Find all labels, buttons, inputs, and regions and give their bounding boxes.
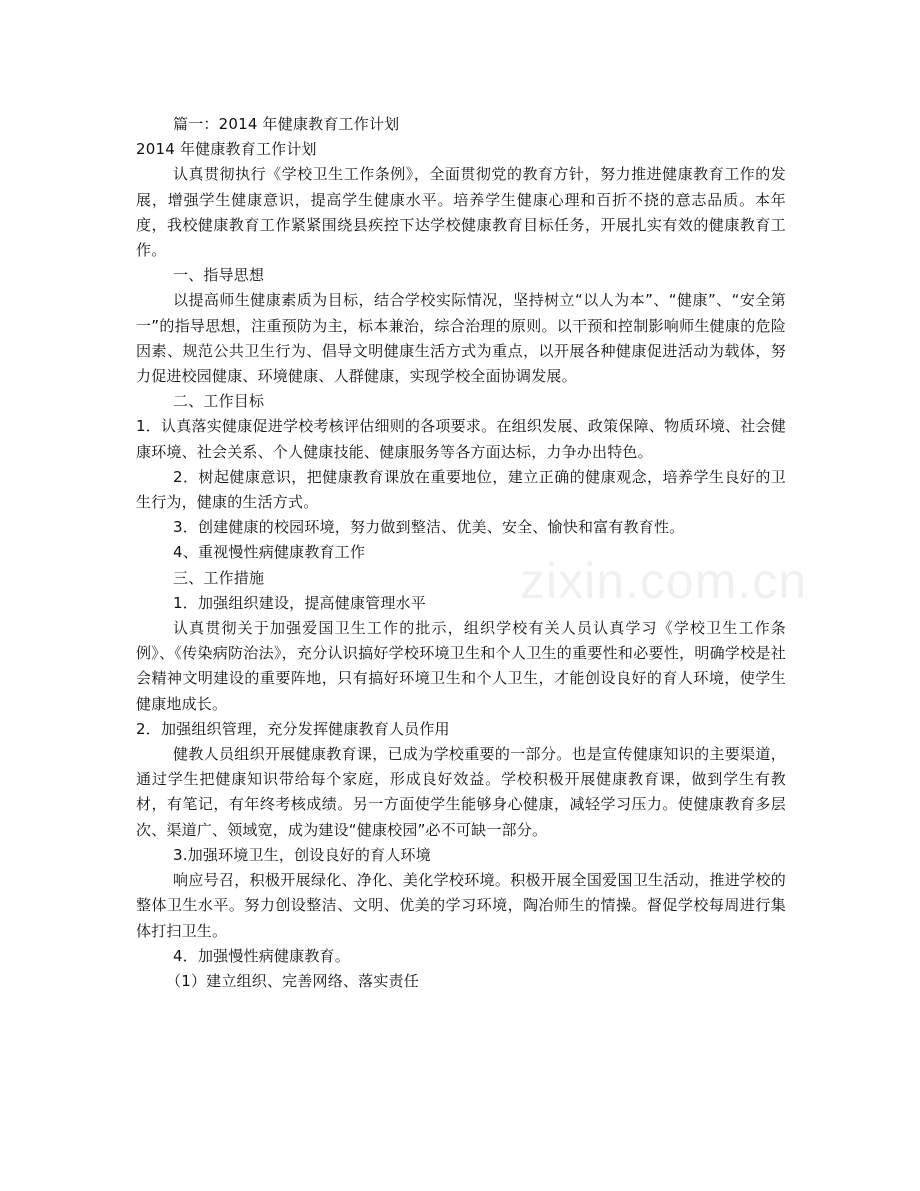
measure-2-body: 健教人员组织开展健康教育课，已成为学校重要的一部分。也是宣传健康知识的主要渠道，通过学生把健康知识带给每个家庭，形成良好效益。学校积极开展健康教育课，做到学生有教材，有笔记，有年终考核成绩。另一方面使学生能够身心健康，减轻学习压力。使健康教育多层次、渠道广、领域宽，成为建设“健康校园”必不可缺一部分。 [136,745,786,839]
section-1-title: 一、指导思想 [173,266,265,285]
section-2-title: 二、工作目标 [173,392,265,411]
document-subtitle: 2014 年健康教育工作计划 [136,140,317,159]
goal-3: 3．创建健康的校园环境，努力做到整洁、优美、安全、愉快和富有教育性。 [173,518,685,537]
measure-1-body: 认真贯彻关于加强爱国卫生工作的批示，组织学校有关人员认真学习《学校卫生工作条例》、《传染病防治法》，充分认识搞好学校环境卫生和个人卫生的重要性和必要性，明确学校是社会精神文明建设的重要阵地，只有搞好环境卫生和个人卫生，才能创设良好的育人环境，使学生健康地成长。 [136,619,786,713]
document-heading: 篇一：2014 年健康教育工作计划 [173,115,400,133]
measure-1-title: 1．加强组织建设，提高健康管理水平 [173,593,426,612]
measure-4-subitem-1: （1）建立组织、完善网络、落实责任 [166,971,419,990]
document-body [136,112,786,994]
section-3-title: 三、工作措施 [173,568,265,587]
measure-3-title: 3.加强环境卫生，创设良好的育人环境 [173,845,431,864]
intro-paragraph: 认真贯彻执行《学校卫生工作条例》，全面贯彻党的教育方针，努力推进健康教育工作的发展，增强学生健康意识，提高学生健康水平。培养学生健康心理和百折不挠的意志品质。本年度，我校健康教育工作紧紧围绕县疾控下达学校健康教育目标任务，开展扎实有效的健康教育工作。 [136,165,786,260]
goal-4: 4、重视慢性病健康教育工作 [173,543,366,562]
measure-4-title: 4．加强慢性病健康教育。 [173,946,350,965]
watermark: zixin.com.cn [520,553,808,609]
measure-2-title: 2．加强组织管理，充分发挥健康教育人员作用 [136,719,450,738]
goal-2: 2．树起健康意识，把健康教育课放在重要地位，建立正确的健康观念，培养学生良好的卫生行为，健康的生活方式。 [136,467,786,512]
goal-1: 1．认真落实健康促进学校考核评估细则的各项要求。在组织发展、政策保障、物质环境、社会健康环境、社会关系、个人健康技能、健康服务等各方面达标，力争办出特色。 [136,417,786,461]
measure-3-body: 响应号召，积极开展绿化、净化、美化学校环境。积极开展全国爱国卫生活动，推进学校的整体卫生水平。努力创设整洁、文明、优美的学习环境，陶冶师生的情操。督促学校每周进行集体打扫卫生。 [136,871,786,940]
section-1-body: 以提高师生健康素质为目标，结合学校实际情况，坚持树立“以人为本”、“健康”、“安全第一”的指导思想，注重预防为主，标本兼治，综合治理的原则。以干预和控制影响师生健康的危险因素、规范公共卫生行为、倡导文明健康生活方式为重点，以开展各种健康促进活动为载体，努力促进校园健康、环境健康、人群健康，实现学校全面协调发展。 [136,291,786,386]
